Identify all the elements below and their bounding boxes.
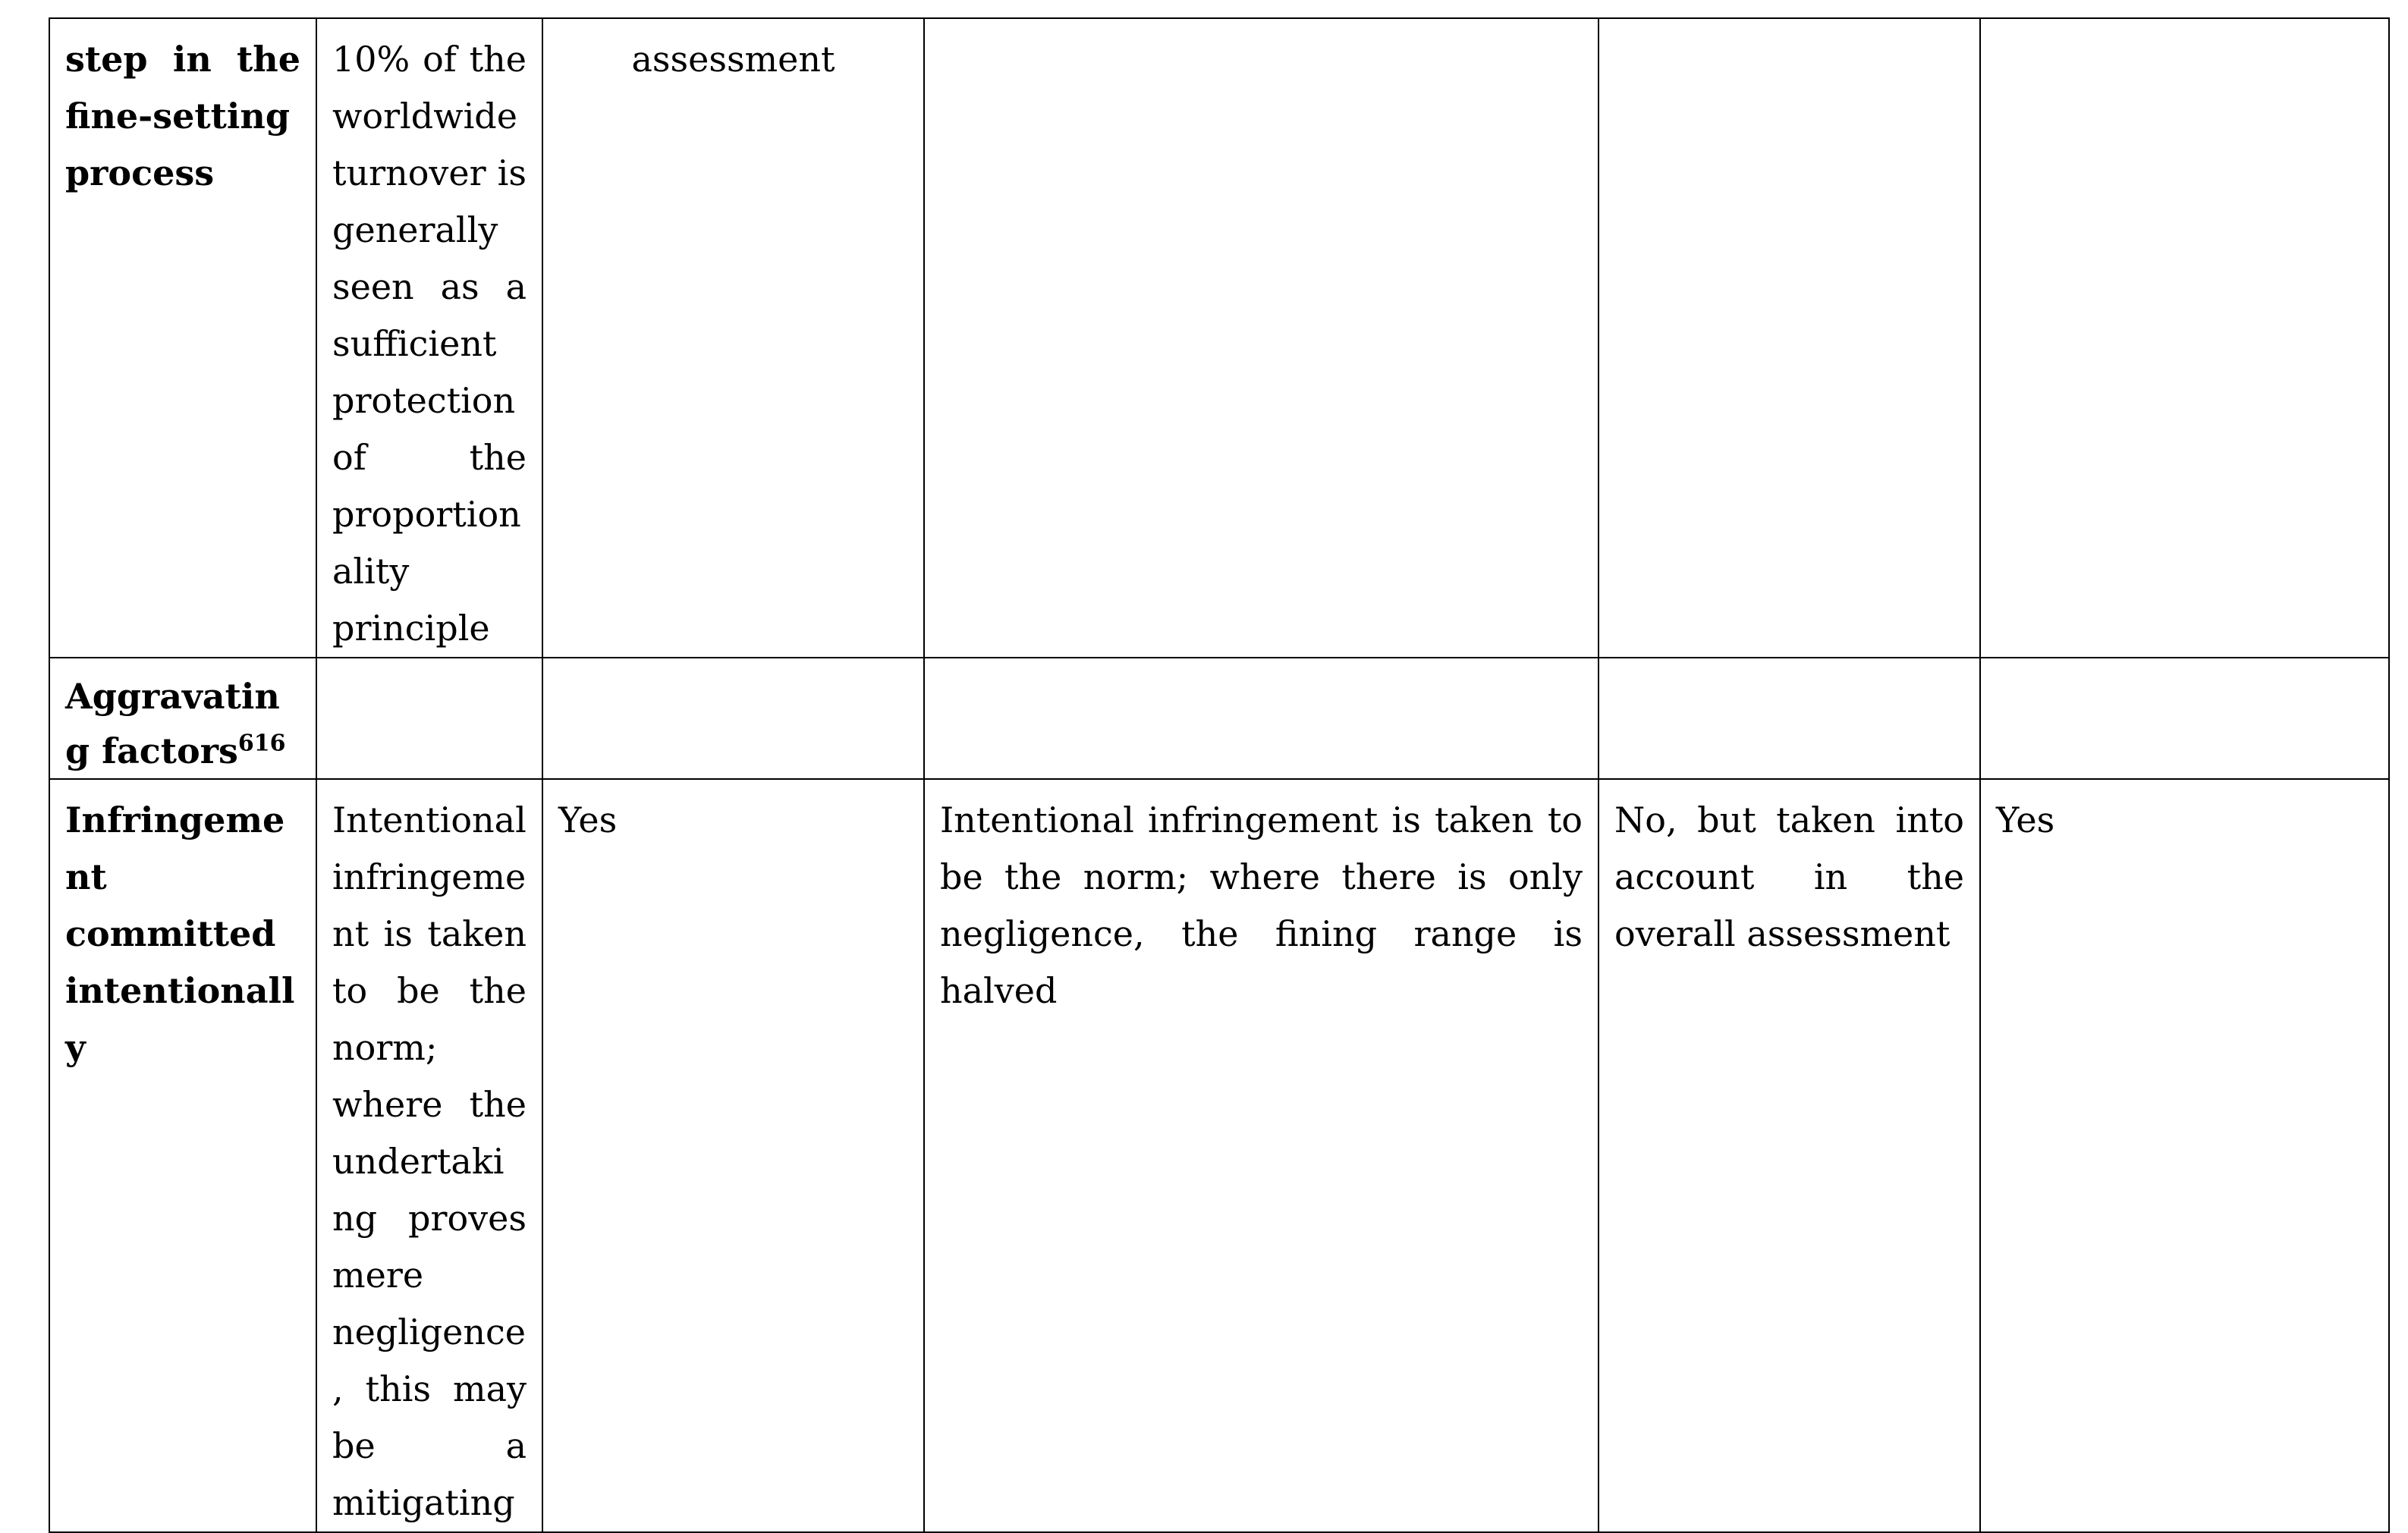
- cell-empty: [1599, 18, 1980, 658]
- table-row-aggravating-factors: [49, 658, 2389, 779]
- cell-empty: [924, 658, 1599, 779]
- cell-proportionality: 10% of the worldwide turnover is generally seen as a sufficient protection of the proportionality principle: [316, 18, 542, 658]
- cell-assessment: assessment: [542, 18, 924, 658]
- cell-yes: Yes: [542, 779, 924, 1532]
- aggravating-factors-label: Aggravating factors: [65, 676, 280, 771]
- table-row-intentional-infringement: [49, 779, 2389, 1532]
- cell-empty: [1599, 658, 1980, 779]
- cell-intentional-norm: Intentional infringement is taken to be the norm; where the undertaking proves mere negligence, this may be a mitigating: [316, 779, 542, 1532]
- cell-empty: [542, 658, 924, 779]
- cell-empty: [316, 658, 542, 779]
- row-header-aggravating-factors: [49, 658, 316, 779]
- row-header-intentional-infringement: Infringement committed intentionally: [49, 779, 316, 1532]
- table-row-fine-setting-step: [49, 18, 2389, 658]
- comparison-table: [49, 17, 2390, 1533]
- cell-empty: [1980, 18, 2389, 658]
- cell-empty: [1980, 658, 2389, 779]
- row-header-fine-setting-step: step in the fine-setting process: [49, 18, 316, 658]
- cell-overall-assessment: No, but taken into account in the overall assessment: [1599, 779, 1980, 1532]
- cell-fining-range-halved: Intentional infringement is taken to be the norm; where there is only negligence, the fining range is halved: [924, 779, 1599, 1532]
- cell-empty: [924, 18, 1599, 658]
- footnote-reference: 616: [237, 730, 286, 757]
- cell-yes: Yes: [1980, 779, 2389, 1532]
